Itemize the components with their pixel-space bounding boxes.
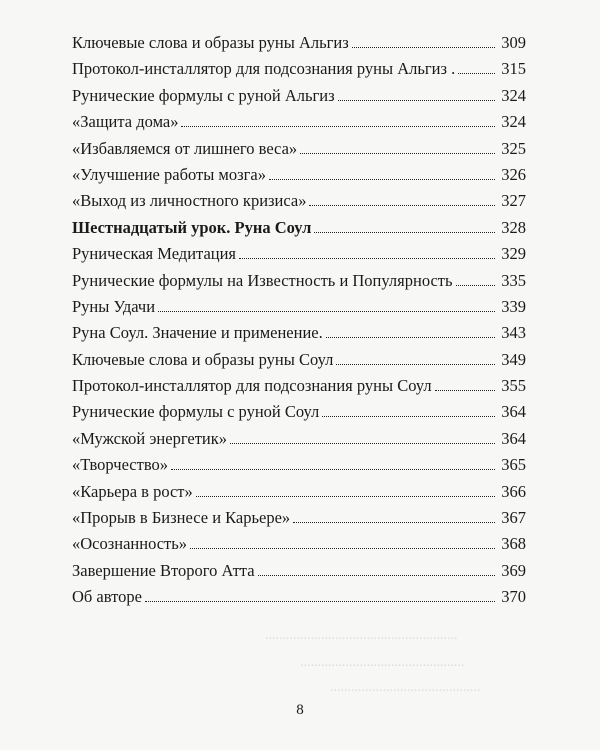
toc-entry-title: Руны Удачи (72, 296, 156, 316)
toc-entry-page: 368 (501, 534, 526, 554)
toc-entry-page: 327 (501, 191, 526, 211)
toc-entry-title: «Карьера в рост» (72, 481, 193, 501)
toc-entry-page: 370 (501, 587, 526, 607)
toc-entry[interactable] (72, 188, 526, 214)
toc-entry[interactable] (72, 83, 526, 109)
toc-entry-page: 339 (501, 296, 526, 316)
toc-entry-title: Протокол-инсталлятор для подсознания руны Альгиз . (72, 59, 456, 79)
toc-entry-title: Об авторе (72, 587, 142, 607)
toc-entry[interactable] (72, 531, 526, 557)
toc-entry-title: Руническая Медитация (72, 244, 237, 264)
toc-dot-leader (230, 443, 495, 444)
toc-entry-page: 364 (501, 428, 526, 448)
toc-entry-page: 335 (501, 270, 526, 290)
toc-entry-title: Протокол-инсталлятор для подсознания руны Соул (72, 376, 432, 396)
toc-entry-page: 315 (501, 59, 526, 79)
toc-entry-title: Руна Соул. Значение и применение. (72, 323, 323, 343)
toc-entry[interactable] (72, 136, 526, 162)
toc-entry-title: Ключевые слова и образы руны Альгиз (72, 33, 349, 52)
toc-dot-leader (326, 337, 495, 338)
toc-entry-title: Ключевые слова и образы руны Соул (72, 349, 334, 369)
toc-entry[interactable] (72, 479, 526, 505)
toc-entry-page: 325 (501, 138, 526, 158)
toc-dot-leader (293, 522, 495, 523)
table-of-contents (72, 30, 526, 611)
toc-dot-leader (300, 153, 495, 154)
toc-dot-leader (435, 390, 495, 391)
toc-dot-leader (145, 601, 495, 602)
toc-dot-leader (239, 258, 495, 259)
toc-entry[interactable] (72, 452, 526, 478)
toc-dot-leader (338, 100, 495, 101)
toc-entry-title: «Мужской энергетик» (72, 428, 228, 448)
toc-entry-page: 369 (501, 560, 526, 580)
toc-entry[interactable] (72, 505, 526, 531)
toc-dot-leader (196, 496, 495, 497)
bleed-through-line: ........................................... (330, 680, 481, 695)
toc-entry-title: «Творчество» (72, 455, 169, 475)
toc-entry[interactable] (72, 215, 526, 241)
toc-entry-title: Завершение Второго Атта (72, 560, 255, 580)
toc-dot-leader (158, 311, 495, 312)
toc-entry-page: 326 (501, 164, 526, 184)
toc-entry-title: «Выход из личностного кризиса» (72, 191, 307, 211)
bleed-through-line: ....................................................... (265, 628, 458, 643)
toc-dot-leader (314, 232, 495, 233)
toc-dot-leader (458, 73, 495, 74)
toc-entry[interactable] (72, 241, 526, 267)
toc-entry[interactable] (72, 30, 526, 56)
toc-entry-page: 366 (501, 481, 526, 501)
toc-entry[interactable] (72, 56, 526, 82)
bleed-through-line: ............................................... (300, 655, 465, 670)
toc-entry-title: Шестнадцатый урок. Руна Соул (72, 217, 312, 237)
toc-entry[interactable] (72, 294, 526, 320)
toc-dot-leader (336, 364, 495, 365)
toc-entry[interactable] (72, 399, 526, 425)
toc-entry-title: Рунические формулы на Известность и Популярность (72, 270, 453, 290)
toc-entry-page: 364 (501, 402, 526, 422)
toc-entry-page: 349 (501, 349, 526, 369)
toc-entry-title: «Улучшение работы мозга» (72, 164, 266, 184)
toc-dot-leader (258, 575, 495, 576)
toc-dot-leader (309, 205, 495, 206)
toc-entry[interactable] (72, 584, 526, 610)
toc-entry[interactable] (72, 426, 526, 452)
toc-dot-leader (322, 416, 495, 417)
toc-dot-leader (352, 47, 495, 48)
toc-dot-leader (456, 285, 495, 286)
toc-entry-page: 328 (501, 217, 526, 237)
toc-entry[interactable] (72, 320, 526, 346)
page-number: 8 (296, 702, 304, 718)
toc-entry-title: «Избавляемся от лишнего веса» (72, 138, 298, 158)
toc-dot-leader (171, 469, 495, 470)
toc-entry-page: 343 (501, 323, 526, 343)
toc-entry-page: 355 (501, 376, 526, 396)
toc-entry-page: 324 (501, 112, 526, 132)
toc-entry[interactable] (72, 347, 526, 373)
toc-entry[interactable] (72, 558, 526, 584)
toc-entry-title: Рунические формулы с руной Альгиз (72, 85, 335, 105)
toc-entry-title: «Защита дома» (72, 112, 179, 132)
toc-entry-title: Рунические формулы с руной Соул (72, 402, 320, 422)
toc-entry-title: «Прорыв в Бизнесе и Карьере» (72, 508, 291, 528)
toc-entry[interactable] (72, 268, 526, 294)
toc-entry-page: 367 (501, 508, 526, 528)
toc-entry[interactable] (72, 373, 526, 399)
toc-entry-page: 309 (501, 33, 526, 52)
toc-dot-leader (269, 179, 495, 180)
toc-dot-leader (181, 126, 495, 127)
toc-entry[interactable] (72, 162, 526, 188)
toc-entry-page: 365 (501, 455, 526, 475)
toc-entry-page: 324 (501, 85, 526, 105)
toc-entry-title: «Осознанность» (72, 534, 188, 554)
toc-entry[interactable] (72, 109, 526, 135)
toc-dot-leader (190, 548, 495, 549)
toc-entry-page: 329 (501, 244, 526, 264)
